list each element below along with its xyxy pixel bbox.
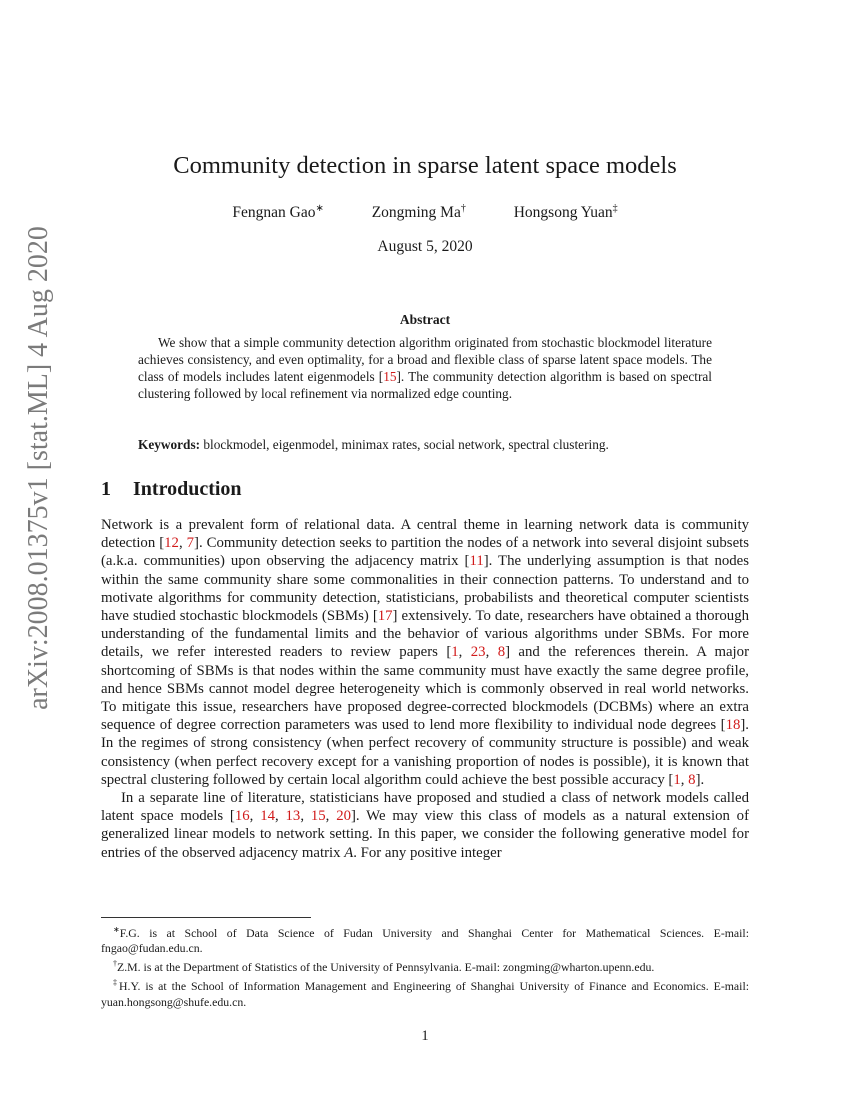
citation-link[interactable]: 13 [285,808,301,825]
citation-link[interactable]: 15 [383,369,397,384]
paper-date: August 5, 2020 [377,238,473,255]
keywords [138,436,738,453]
abstract-heading: Abstract [399,312,451,327]
citation-link[interactable]: 14 [260,808,275,825]
author-yuan: Hongsong Yuan‡ [513,203,618,222]
keywords-label: Keywords: [138,437,201,452]
footnote: ∗F.G. is at School of Data Science of Fudan University and Shanghai Center for Mathematical Sciences. E-mail: fngao@fudan.edu.cn. [101,925,749,956]
keywords-text: blockmodel, eigenmodel, minimax rates, social network, spectral clustering. [203,437,609,452]
paper-title: Community detection in sparse latent space models [173,152,677,179]
citation-link[interactable]: 11 [469,553,484,570]
paragraph: Network is a prevalent form of relational data. A central theme in learning network data is community detection [12, 7]. Community detection seeks to partition the nodes of a network into several disjoint subsets (a.k.a. communities) upon observing the adjacency matrix [11]. The underlying assumption is that nodes within the same community share some commonalities in their connection patterns. To understand and to motivate algorithms for community detection, statisticians, probabilists and theoretical computer scientists have studied stochastic blockmodels (SBMs) [17] extensively. To date, researchers have obtained a thorough understanding of the fundamental limits and the behavior of various algorithms under SBMs. For more details, we refer interested readers to review papers [1, 23, 8] and the references therein. A major shortcoming of SBMs is that nodes within the same community must have exactly the same degree profile, and hence SBMs cannot model degree heterogeneity which is commonly observed in real world networks. To mitigate this issue, researchers have proposed degree-corrected blockmodels (DCBMs) where an extra sequence of degree correction parameters was used to lend more flexibility to individual node degrees [18]. In the regimes of strong consistency (when perfect recovery of community structure is possible) and weak consistency (when perfect recovery except for a vanishing proportion of nodes is possible), it is known that spectral clustering followed by certain local algorithm could achieve the best possible accuracy [1, 8]. [101,517,750,788]
author-gao: Fengnan Gao∗ [232,203,324,222]
section-heading-introduction: 1 Introduction [101,478,242,500]
citation-link[interactable]: 7 [186,535,195,552]
author-list [0,203,850,222]
citation-link[interactable]: 1 [673,771,681,788]
citation-link[interactable]: 23 [470,644,486,661]
citation-link[interactable]: 12 [164,535,179,552]
math-variable: A [344,844,354,861]
citation-link[interactable]: 8 [688,771,696,788]
citation-link[interactable]: 17 [377,608,393,625]
citation-link[interactable]: 20 [336,808,351,825]
citation-link[interactable]: 18 [725,717,741,734]
abstract-text: We show that a simple community detection algorithm originated from stochastic blockmodel literature achieves consistency, and even optimality, for a broad and flexible class of sparse latent space models. The class of models includes latent eigenmodels [15]. The community detection algorithm is based on spectral clustering followed by local refinement via normalized edge counting. [138,335,712,401]
page-number: 1 [421,1028,429,1044]
introduction-body [101,516,749,862]
citation-link[interactable]: 1 [451,644,459,661]
footnotes [101,922,749,1010]
citation-link[interactable]: 15 [310,808,326,825]
footnote: †Z.M. is at the Department of Statistics of the University of Pennsylvania. E-mail: zongming@wharton.upenn.edu. [113,959,655,975]
footnote: ‡H.Y. is at the School of Information Management and Engineering of Shanghai University of Finance and Economics. E-mail: yuan.hongsong@shufe.edu.cn. [101,978,749,1009]
arxiv-identifier-stamp: arXiv:2008.01375v1 [stat.ML] 4 Aug 2020 [23,226,54,710]
author-ma: Zongming Ma† [371,203,466,222]
paragraph: In a separate line of literature, statisticians have proposed and studied a class of network models called latent space models [16, 14, 13, 15, 20]. We may view this class of models as a natural extension of generalized linear models to network setting. In this paper, we consider the following generative model for entries of the observed adjacency matrix A. For any positive integer [101,790,750,861]
citation-link[interactable]: 8 [497,644,506,661]
footnote-rule [101,917,311,918]
citation-link[interactable]: 16 [234,808,250,825]
